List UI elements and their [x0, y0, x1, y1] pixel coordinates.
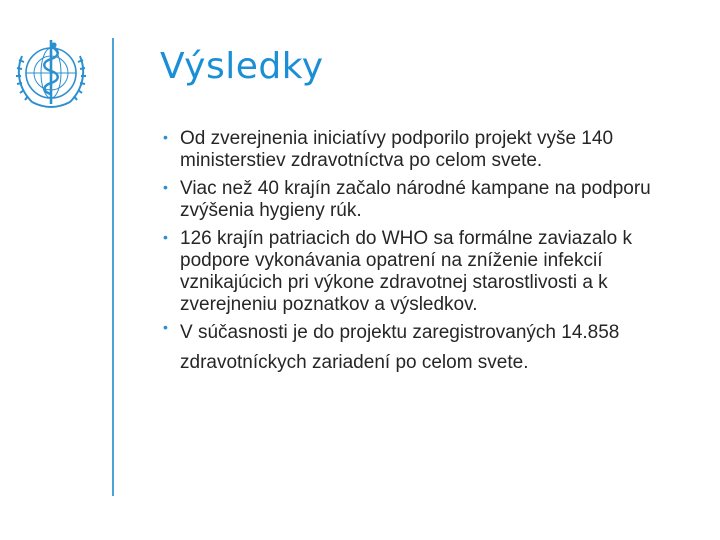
bullet-dot-icon: • [163, 229, 168, 245]
who-emblem-icon [10, 32, 92, 114]
bullet-dot-icon: • [163, 319, 168, 335]
slide-title: Výsledky [160, 46, 324, 87]
list-item [160, 178, 670, 222]
list-item [160, 318, 670, 378]
divider-line [112, 38, 114, 496]
bullet-list [160, 128, 670, 384]
bullet-text: 126 krajín patriacich do WHO sa formálne zaviazalo k podpore vykonávania opatrení na zníženie infekcií vznikajúcich pri výkone zdravotnej starostlivosti a k zverejneniu poznatkov a výsledkov. [180, 228, 632, 315]
bullet-text: Viac než 40 krajín začalo národné kampane na podporu zvýšenia hygieny rúk. [180, 178, 651, 221]
list-item [160, 128, 670, 172]
bullet-dot-icon: • [163, 179, 168, 195]
bullet-text: V súčasnosti je do projektu zaregistrovaných 14.858 zdravotníckych zariadení po celom svete. [180, 322, 620, 373]
bullet-dot-icon: • [163, 129, 168, 145]
list-item [160, 228, 670, 316]
bullet-text: Od zverejnenia iniciatívy podporilo projekt vyše 140 ministerstiev zdravotníctva po celom svete. [180, 128, 614, 171]
